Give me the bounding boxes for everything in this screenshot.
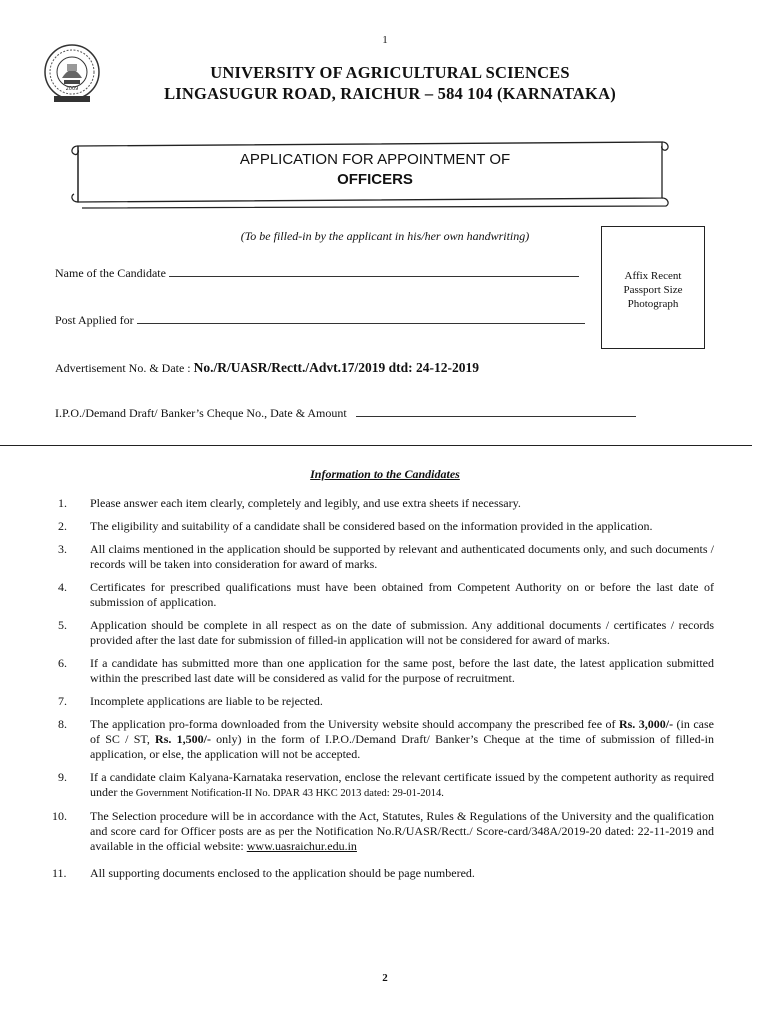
list-item: 7. Incomplete applications are liable to be rejected. xyxy=(58,694,323,708)
advertisement-field xyxy=(55,360,479,376)
list-item: 11. All supporting documents enclosed to the application should be page numbered. xyxy=(52,866,475,880)
list-item: 5. Application should be complete in all respect as on the date of submission. Any additional documents / certificates / records provided after the last date for submission of filled-in application will not be considered for award of marks. xyxy=(58,618,714,647)
ipo-dd-label: I.P.O./Demand Draft/ Banker’s Cheque No., Date & Amount xyxy=(55,406,347,420)
list-item: 6. If a candidate has submitted more than one application for the same post, before the last date, the latest application submitted within the prescribed last date will be considered as valid for the purpose of recruitment. xyxy=(58,656,714,685)
photo-box-line1: Affix Recent xyxy=(624,270,682,282)
post-applied-label: Post Applied for xyxy=(55,313,134,327)
handwriting-instruction: (To be filled-in by the applicant in his/her own handwriting) xyxy=(240,229,530,243)
ipo-dd-field xyxy=(55,406,636,421)
page-number-top: 1 xyxy=(382,34,388,46)
list-item: 1. Please answer each item clearly, completely and legibly, and use extra sheets if necessary. xyxy=(58,496,521,510)
application-title-line1: APPLICATION FOR APPOINTMENT OF xyxy=(239,151,511,168)
advertisement-label: Advertisement No. & Date : xyxy=(55,361,191,375)
section-divider xyxy=(0,445,752,446)
university-address: LINGASUGUR ROAD, RAICHUR – 584 104 (KARNATAKA) xyxy=(164,84,616,103)
passport-photo-box xyxy=(601,226,705,349)
university-name: UNIVERSITY OF AGRICULTURAL SCIENCES xyxy=(210,63,570,82)
website-link[interactable]: www.uasraichur.edu.in xyxy=(246,839,357,853)
instructions-list xyxy=(52,496,714,889)
list-item-reservation: 9. If a candidate claim Kalyana-Karnataka reservation, enclose the relevant certificate issued by the competent authority as required under the Government Notification-II No. DPAR 43 HKC 2013 dated: 29-01-2014. xyxy=(58,770,714,799)
list-item-selection: 10. The Selection procedure will be in accordance with the Act, Statutes, Rules & Regulations of the University and the qualification and score card for Officer posts are as per the Notification No.R/UASR/Rectt./ Score-card/348A/2019-20 dated: 22-11-2019 and available in the official website: www.uasraichur.edu.in xyxy=(52,809,714,853)
candidate-name-field xyxy=(55,266,579,281)
photo-box-line3: Photograph xyxy=(627,298,679,310)
university-seal-logo xyxy=(40,42,104,106)
list-item-fee: 8. The application pro-forma downloaded from the University website should accompany the prescribed fee of Rs. 3,000/- (in case of SC / ST, Rs. 1,500/- only) in the form of I.P.O./Demand Draft/ Banker’s Cheque at the time of submission of filled-in application, or else, the application will not be accepted. xyxy=(58,717,714,761)
svg-text:2009: 2009 xyxy=(65,86,79,92)
list-item: 2. The eligibility and suitability of a candidate shall be considered based on the information provided in the application. xyxy=(58,519,653,533)
candidate-name-label: Name of the Candidate xyxy=(55,266,166,280)
ipo-dd-line[interactable] xyxy=(356,406,636,417)
candidate-name-line[interactable] xyxy=(169,266,579,277)
photo-box-line2: Passport Size xyxy=(623,284,683,296)
post-applied-field xyxy=(55,313,585,328)
page-number-bottom: 2 xyxy=(382,972,388,984)
post-applied-line[interactable] xyxy=(137,313,585,324)
info-heading: Information to the Candidates xyxy=(310,467,460,481)
application-title-line2: OFFICERS xyxy=(337,171,413,188)
list-item: 4. Certificates for prescribed qualifications must have been obtained from Competent Authority on or before the last date of submission of application. xyxy=(58,580,714,609)
advertisement-value: No./R/UASR/Rectt./Advt.17/2019 dtd: 24-12-2019 xyxy=(193,360,479,375)
list-item: 3. All claims mentioned in the application should be supported by relevant and authenticated documents only, and such documents / records will be taken into consideration for award of marks. xyxy=(58,542,714,571)
